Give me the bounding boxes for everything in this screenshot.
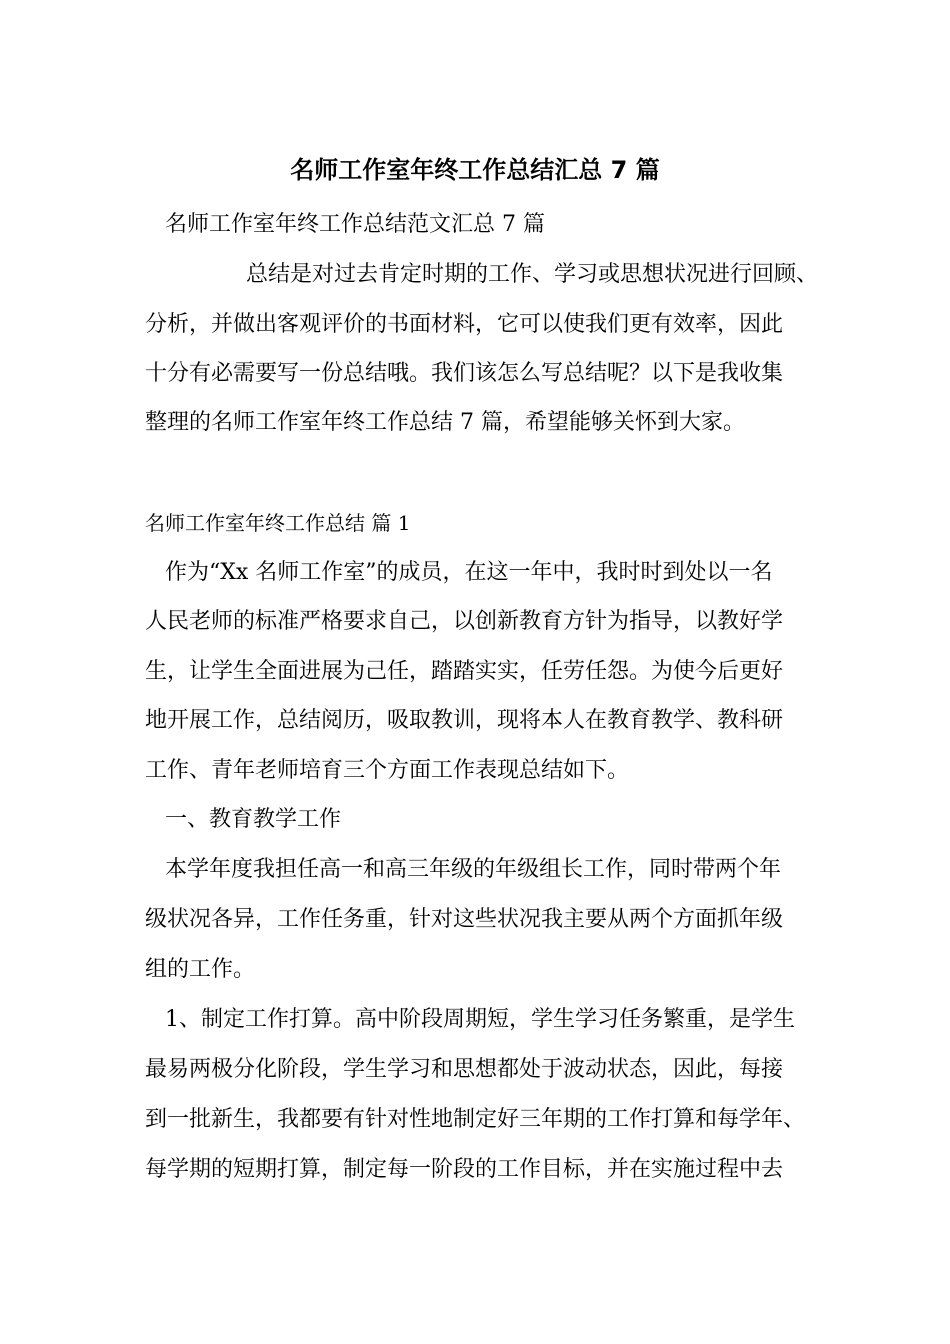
intro-line: 整理的名师工作室年终工作总结 7 篇，希望能够关怀到大家。 [145,410,745,435]
intro-line: 分析，并做出客观评价的书面材料，它可以使我们更有效率，因此 [145,312,784,337]
section-heading: 名师工作室年终工作总结 篇 1 [145,511,411,535]
intro-line: 总结是对过去肯定时期的工作、学习或思想状况进行回顾、 [246,262,819,287]
subsection-heading: 一、教育教学工作 [165,807,342,832]
body-line: 级状况各异，工作任务重，针对这些状况我主要从两个方面抓年级 [145,907,784,932]
body-line: 到一批新生，我都要有针对性地制定好三年期的工作打算和每学年、 [145,1107,806,1132]
body-line: 最易两极分化阶段，学生学习和思想都处于波动状态，因此，每接 [145,1057,784,1082]
document-title: 名师工作室年终工作总结汇总 7 篇 [290,156,660,184]
body-line: 本学年度我担任高一和高三年级的年级组长工作，同时带两个年 [165,857,782,882]
body-line: 人民老师的标准严格要求自己，以创新教育方针为指导，以教好学 [145,609,784,634]
intro-line: 十分有必需要写一份总结哦。我们该怎么写总结呢？以下是我收集 [145,361,784,386]
body-line: 地开展工作，总结阅历，吸取教训，现将本人在教育教学、教科研 [145,708,784,733]
body-line: 组的工作。 [145,957,256,982]
body-line: 生，让学生全面进展为己任，踏踏实实，任劳任怨。为使今后更好 [145,659,784,684]
body-line: 工作、青年老师培育三个方面工作表现总结如下。 [145,758,630,783]
subtitle-line: 名师工作室年终工作总结范文汇总 7 篇 [165,212,545,237]
body-line: 1、制定工作打算。高中阶段周期短，学生学习任务繁重，是学生 [165,1007,795,1032]
body-line: 每学期的短期打算，制定每一阶段的工作目标，并在实施过程中去 [145,1157,784,1182]
body-line: 作为“Xx 名师工作室”的成员，在这一年中，我时时到处以一名 [165,560,773,585]
